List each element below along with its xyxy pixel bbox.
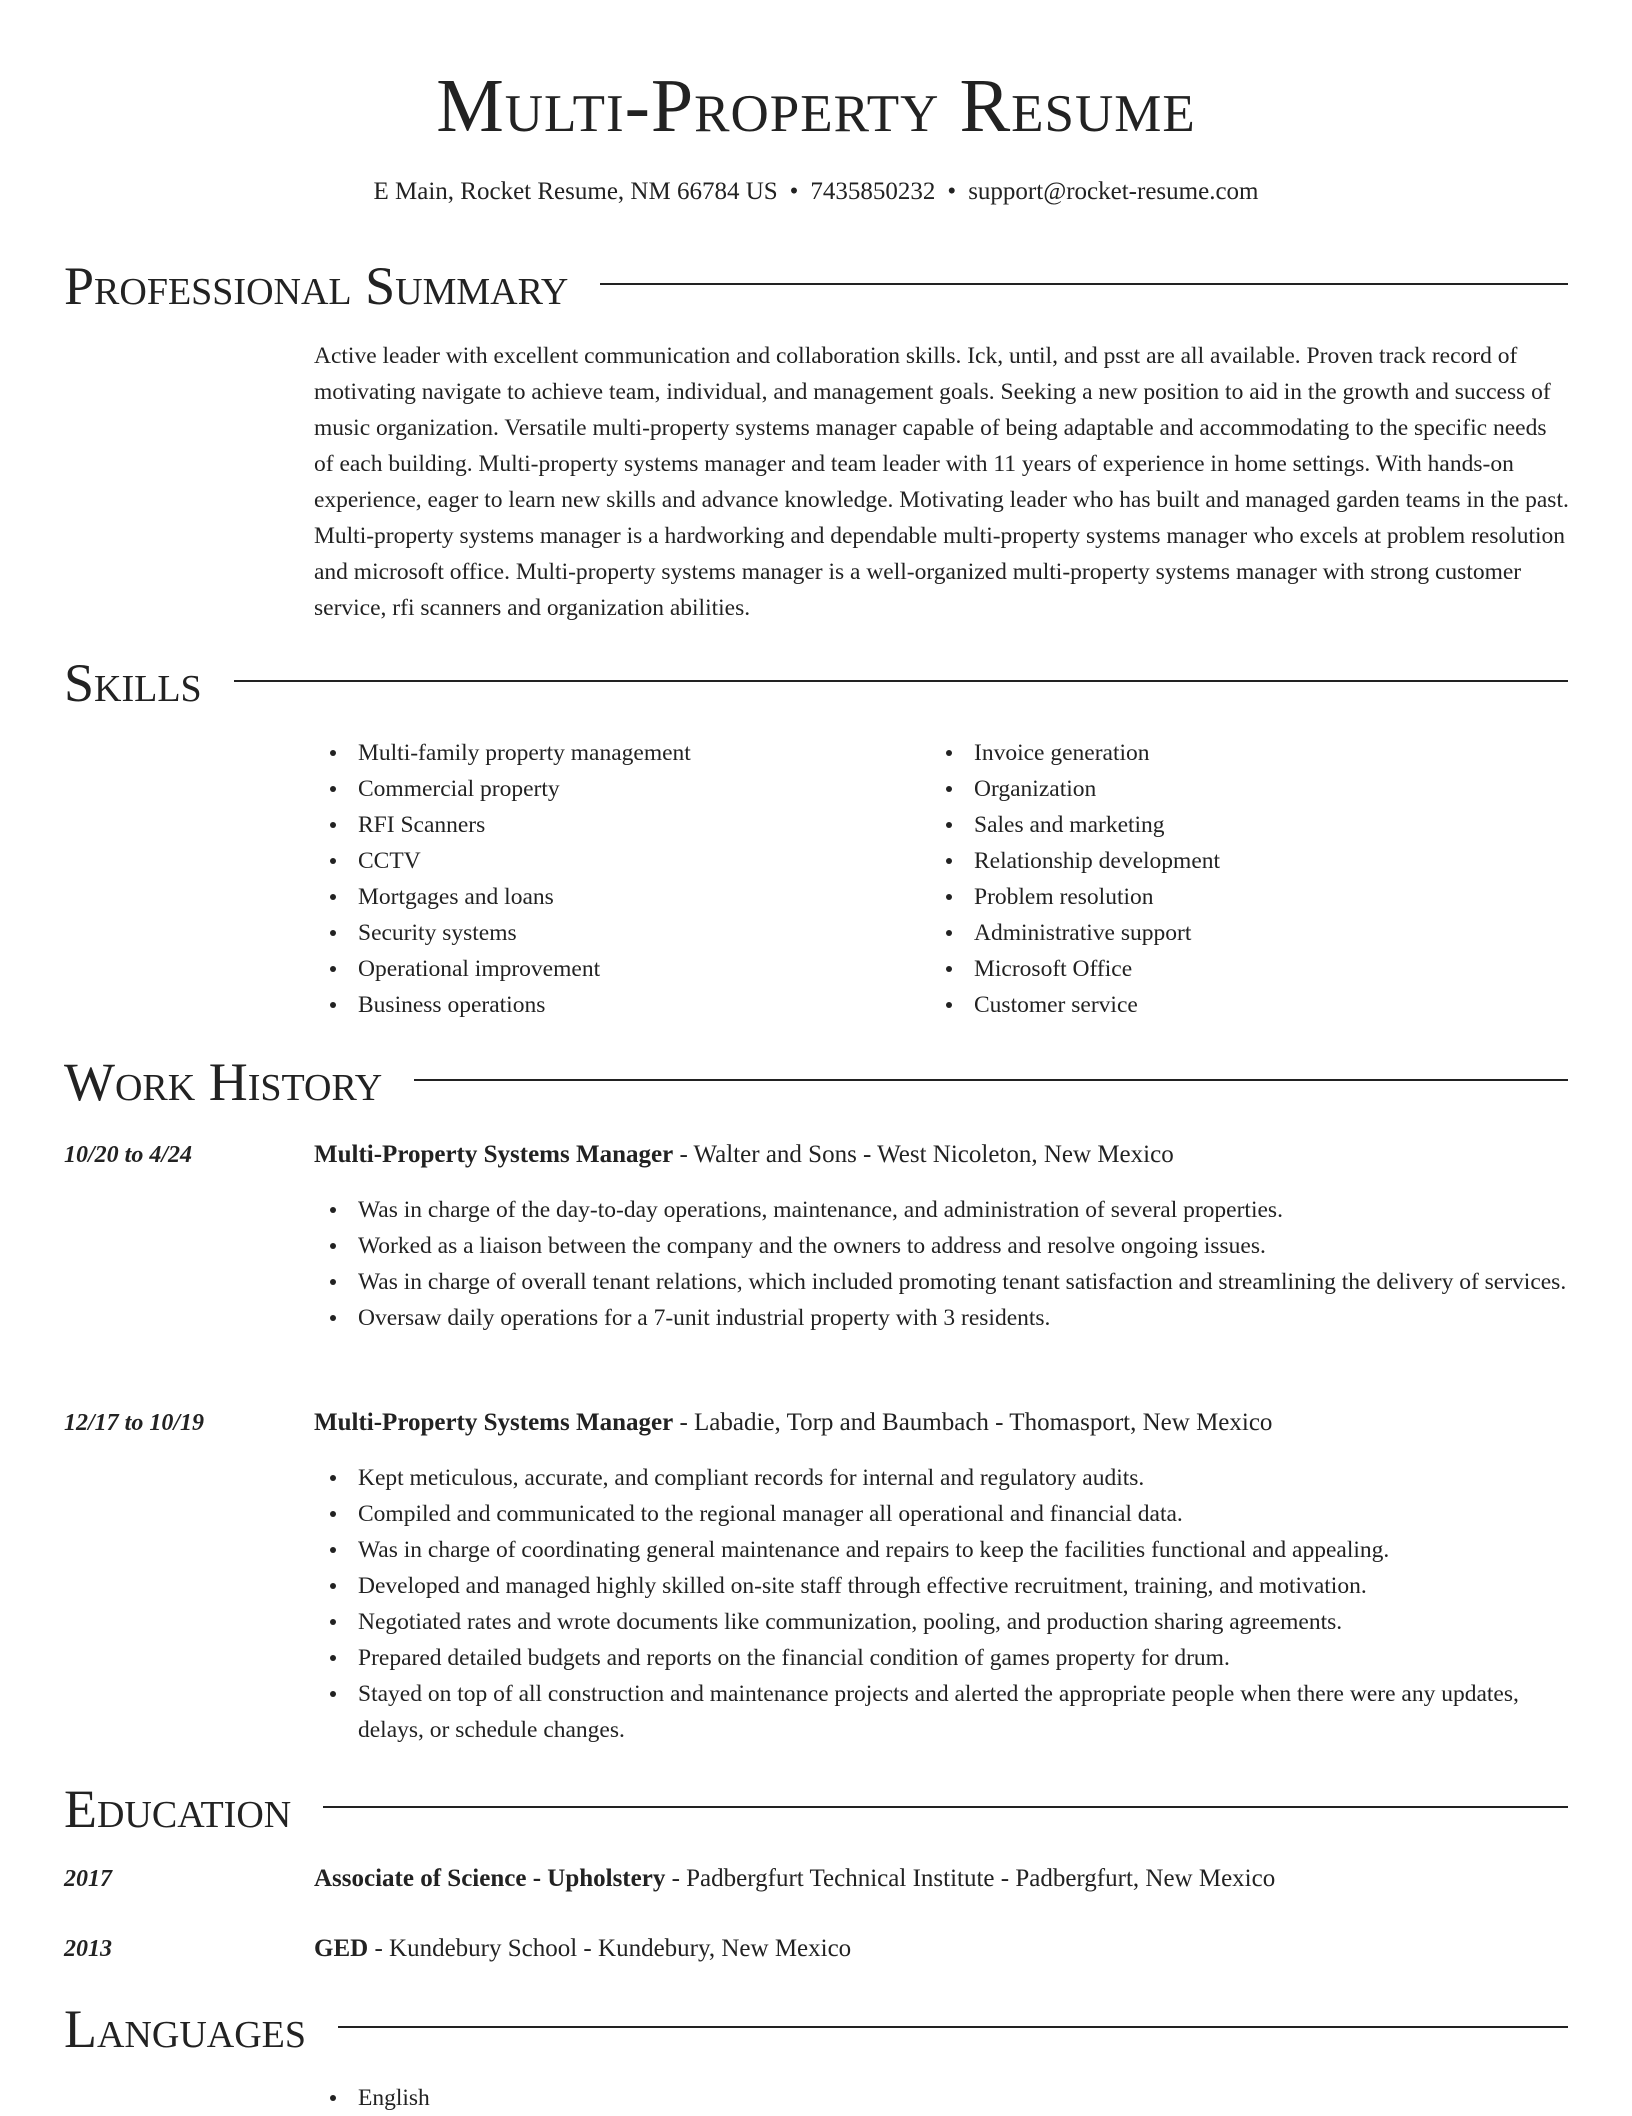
section-heading-skills — [64, 651, 1568, 715]
education-degree: GED — [314, 1935, 369, 1962]
job-bullet: Developed and managed highly skilled on-site staff through effective recruitment, training, and motivation. — [314, 1568, 1570, 1604]
job-bullet: Oversaw daily operations for a 7-unit industrial property with 3 residents. — [314, 1300, 1570, 1336]
skill-item: Commercial property — [314, 771, 914, 807]
job-heading — [314, 1137, 1570, 1173]
contact-line — [0, 174, 1632, 210]
section-divider — [323, 1806, 1568, 1808]
skill-item: Security systems — [314, 915, 914, 951]
job-bullet: Worked as a liaison between the company and the owners to address and resolve ongoing issues. — [314, 1228, 1570, 1264]
section-title: Skills — [64, 653, 202, 713]
skills-list-left — [314, 735, 914, 1023]
job-responsibilities — [314, 1192, 1570, 1336]
job-employer: - Walter and Sons - West Nicoleton, New Mexico — [673, 1141, 1174, 1168]
skill-item: Customer service — [930, 987, 1570, 1023]
job-responsibilities — [314, 1460, 1570, 1748]
section-title: Languages — [64, 1999, 306, 2059]
contact-phone: 7435850232 — [810, 178, 936, 205]
skill-item: CCTV — [314, 843, 914, 879]
contact-separator: • — [947, 178, 957, 205]
skill-item: Problem resolution — [930, 879, 1570, 915]
languages-list — [314, 2080, 1570, 2116]
job-bullet: Negotiated rates and wrote documents like communization, pooling, and production sharing agreements. — [314, 1604, 1570, 1640]
language-item: English — [314, 2080, 1570, 2116]
section-heading-languages — [64, 1997, 1568, 2061]
contact-email: support@rocket-resume.com — [968, 178, 1259, 205]
education-school: - Padbergfurt Technical Institute - Padbergfurt, New Mexico — [665, 1865, 1276, 1892]
education-entry — [314, 1861, 1570, 1897]
section-divider — [234, 680, 1568, 682]
skill-item: Business operations — [314, 987, 914, 1023]
professional-summary: Active leader with excellent communication and collaboration skills. Ick, until, and psst are all available. Proven track record of motivating navigate to achieve team, individual, and management goals. Seeking a new position to aid in the growth and success of music organization. Versatile multi-property systems manager capable of being adaptable and accommodating to the specific needs of each building. Multi-property systems manager and team leader with 11 years of experience in home settings. With hands-on experience, eager to learn new skills and advance knowledge. Motivating leader who has built and managed garden teams in the past. Multi-property systems manager is a hardworking and dependable multi-property systems manager who excels at problem resolution and microsoft office. Multi-property systems manager is a well-organized multi-property systems manager with strong customer service, rfi scanners and organization abilities. — [314, 343, 1569, 621]
job-title: Multi-Property Systems Manager — [314, 1141, 674, 1168]
resume-title: Multi-Property Resume — [436, 64, 1196, 148]
job-bullet: Stayed on top of all construction and maintenance projects and alerted the appropriate people when there were any updates, delays, or schedule changes. — [314, 1676, 1570, 1748]
section-divider — [600, 283, 1568, 285]
section-heading-work — [64, 1050, 1568, 1114]
job-bullet: Compiled and communicated to the regional manager all operational and financial data. — [314, 1496, 1570, 1532]
skill-item: Mortgages and loans — [314, 879, 914, 915]
job-employer: - Labadie, Torp and Baumbach - Thomasport, New Mexico — [673, 1409, 1273, 1436]
skill-item: Multi-family property management — [314, 735, 914, 771]
education-year: 2017 — [64, 1866, 112, 1892]
job-dates: 10/20 to 4/24 — [64, 1142, 193, 1168]
contact-address: E Main, Rocket Resume, NM 66784 US — [373, 178, 778, 205]
skill-item: Relationship development — [930, 843, 1570, 879]
job-bullet: Kept meticulous, accurate, and compliant records for internal and regulatory audits. — [314, 1460, 1570, 1496]
education-degree: Associate of Science - Upholstery — [314, 1865, 666, 1892]
education-school: - Kundebury School - Kundebury, New Mexico — [368, 1935, 852, 1962]
section-divider — [414, 1079, 1568, 1081]
skill-item: Invoice generation — [930, 735, 1570, 771]
contact-separator: • — [789, 178, 799, 205]
skill-item: Sales and marketing — [930, 807, 1570, 843]
section-title: Work History — [64, 1052, 383, 1112]
job-title: Multi-Property Systems Manager — [314, 1409, 674, 1436]
job-bullet: Was in charge of overall tenant relations, which included promoting tenant satisfaction and streamlining the delivery of services. — [314, 1264, 1570, 1300]
skills-list-right — [930, 735, 1570, 1023]
skill-item: Microsoft Office — [930, 951, 1570, 987]
job-dates: 12/17 to 10/19 — [64, 1410, 205, 1436]
skill-item: Organization — [930, 771, 1570, 807]
job-bullet: Prepared detailed budgets and reports on the financial condition of games property for drum. — [314, 1640, 1570, 1676]
skill-item: Administrative support — [930, 915, 1570, 951]
education-year: 2013 — [64, 1936, 112, 1962]
education-entry — [314, 1931, 1570, 1967]
section-title: Education — [64, 1779, 292, 1839]
section-title: Professional Summary — [64, 256, 569, 316]
skill-item: RFI Scanners — [314, 807, 914, 843]
job-heading — [314, 1405, 1570, 1441]
section-divider — [338, 2026, 1568, 2028]
skill-item: Operational improvement — [314, 951, 914, 987]
section-heading-summary — [64, 254, 1568, 318]
job-bullet: Was in charge of the day-to-day operations, maintenance, and administration of several properties. — [314, 1192, 1570, 1228]
section-heading-education — [64, 1777, 1568, 1841]
job-bullet: Was in charge of coordinating general maintenance and repairs to keep the facilities functional and appealing. — [314, 1532, 1570, 1568]
